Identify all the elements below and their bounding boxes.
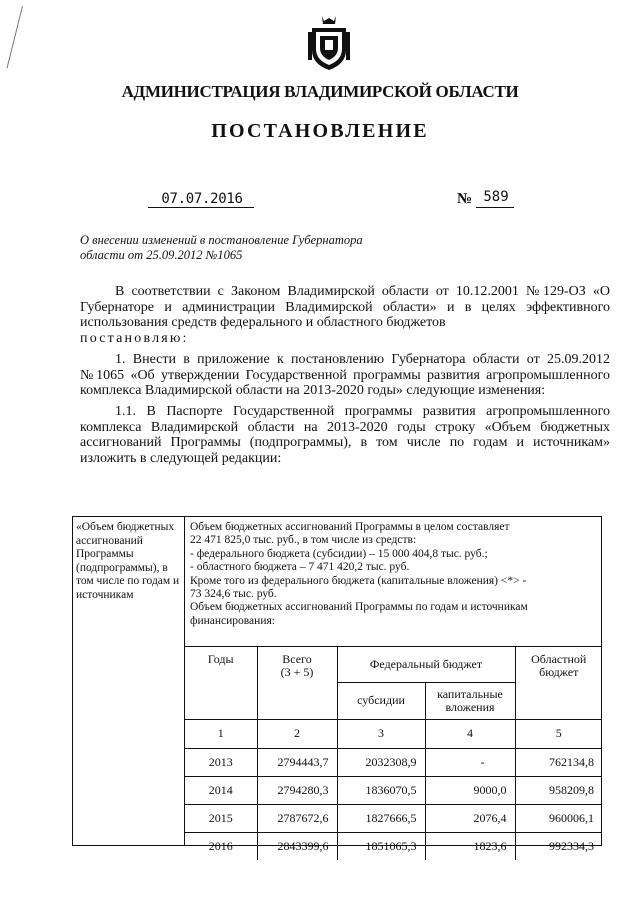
passport-row-content: [185, 517, 601, 853]
decree-paragraph: [80, 331, 610, 347]
funding-summary: [185, 517, 601, 628]
cell-regional: 992334,3: [515, 833, 602, 861]
by-year-line-1: Объем бюджетных ассигнований Программы по годам и источникам: [190, 601, 528, 614]
financing-table: [185, 646, 602, 860]
table-row: [185, 777, 602, 805]
column-number: 5: [515, 720, 602, 749]
header-federal: Федеральный бюджет: [337, 647, 515, 683]
cell-capital: 1823,6: [425, 833, 515, 861]
cell-subsidies: 1827666,5: [337, 805, 425, 833]
item-1-1-paragraph: 1.1. В Паспорте Государственной программы развития агропромышленного комплекса Владимирской области на 2013-2020 годы строку «Объем бюджетных ассигнований Программы (подпрограммы), в том числе по годам и источникам» изложить в следующей редакции:: [80, 403, 610, 467]
total-line-2: 22 471 825,0 тыс. руб., в том числе из средств:: [190, 534, 417, 547]
header-years: Годы: [185, 647, 257, 720]
table-row: [185, 805, 602, 833]
cell-capital: 9000,0: [425, 777, 515, 805]
document-type: ПОСТАНОВЛЕНИЕ: [211, 120, 429, 142]
column-number: 2: [257, 720, 337, 749]
organization-title: АДМИНИСТРАЦИЯ ВЛАДИМИРСКОЙ ОБЛАСТИ: [121, 82, 519, 101]
cell-year: 2015: [185, 805, 257, 833]
item-1-paragraph: 1. Внести в приложение к постановлению Губернатора области от 25.09.2012 №1065 «Об утверждении Государственной программы развития агропромышленного комплекса Владимирской области на 2013-2020 годы» следующие изменения:: [80, 351, 610, 399]
cell-year: 2016: [185, 833, 257, 861]
cell-subsidies: 1836070,5: [337, 777, 425, 805]
column-number: 1: [185, 720, 257, 749]
cell-total: 2787672,6: [257, 805, 337, 833]
cell-year: 2014: [185, 777, 257, 805]
document-body: [80, 284, 610, 472]
subject-line-2: области от 25.09.2012 №1065: [80, 248, 243, 262]
cell-capital: 2076,4: [425, 805, 515, 833]
document-subject: [80, 233, 380, 263]
column-number: 3: [337, 720, 425, 749]
header-total-label: Всего: [282, 652, 312, 666]
passport-row-label: «Объем бюджетных ассигнований Программы (подпрограммы), в том числе по годам и источникам: [73, 517, 185, 845]
capital-line-2: 73 324,6 тыс. руб.: [190, 588, 277, 601]
cell-total: 2843399,6: [257, 833, 337, 861]
federal-subsidy-line: - федерального бюджета (субсидии) – 15 000 404,8 тыс. руб.;: [190, 547, 488, 560]
cell-regional: 958209,8: [515, 777, 602, 805]
header-capital: капитальные вложения: [425, 683, 515, 720]
header-subsidies: субсидии: [337, 683, 425, 720]
subject-line-1: О внесении изменений в постановление Губернатора: [80, 233, 363, 247]
header-total: [257, 647, 337, 720]
capital-line-1: Кроме того из федерального бюджета (капитальные вложения) <*> -: [190, 574, 527, 587]
cell-regional: 960006,1: [515, 805, 602, 833]
column-number-row: [185, 720, 602, 749]
cell-total: 2794280,3: [257, 777, 337, 805]
document-date: 07.07.2016: [161, 191, 243, 207]
table-row: [185, 749, 602, 777]
cell-subsidies: 2032308,9: [337, 749, 425, 777]
column-number: 4: [425, 720, 515, 749]
passport-table: [72, 516, 602, 853]
regional-budget-line: - областного бюджета – 7 471 420,2 тыс. руб.: [190, 561, 410, 574]
cell-subsidies: 1851065,3: [337, 833, 425, 861]
table-row: [185, 833, 602, 861]
header-total-formula: (3 + 5): [280, 665, 314, 680]
document-number: 589: [483, 189, 509, 205]
intro-paragraph: [80, 284, 610, 331]
cell-total: 2794443,7: [257, 749, 337, 777]
coat-of-arms-icon: [306, 12, 352, 72]
cell-regional: 762134,8: [515, 749, 602, 777]
by-year-line-2: финансирования:: [190, 614, 275, 627]
decree-word: постановляю:: [80, 331, 189, 347]
number-label: №: [457, 191, 473, 207]
cell-year: 2013: [185, 749, 257, 777]
number-underline: [476, 207, 514, 208]
cell-capital: -: [425, 749, 515, 777]
header-regional: Областной бюджет: [515, 647, 602, 720]
scan-artifact-line: [7, 6, 23, 68]
date-underline: [148, 207, 254, 208]
intro-text: В соответствии с Законом Владимирской области от 10.12.2001 №129-ОЗ «О Губернаторе и администрации Владимирской области» и в целях эффективного использования средств федерального и областного бюджетов: [80, 284, 610, 331]
total-line-1: Объем бюджетных ассигнований Программы в целом составляет: [190, 521, 510, 533]
table-header-row-1: [185, 647, 602, 683]
